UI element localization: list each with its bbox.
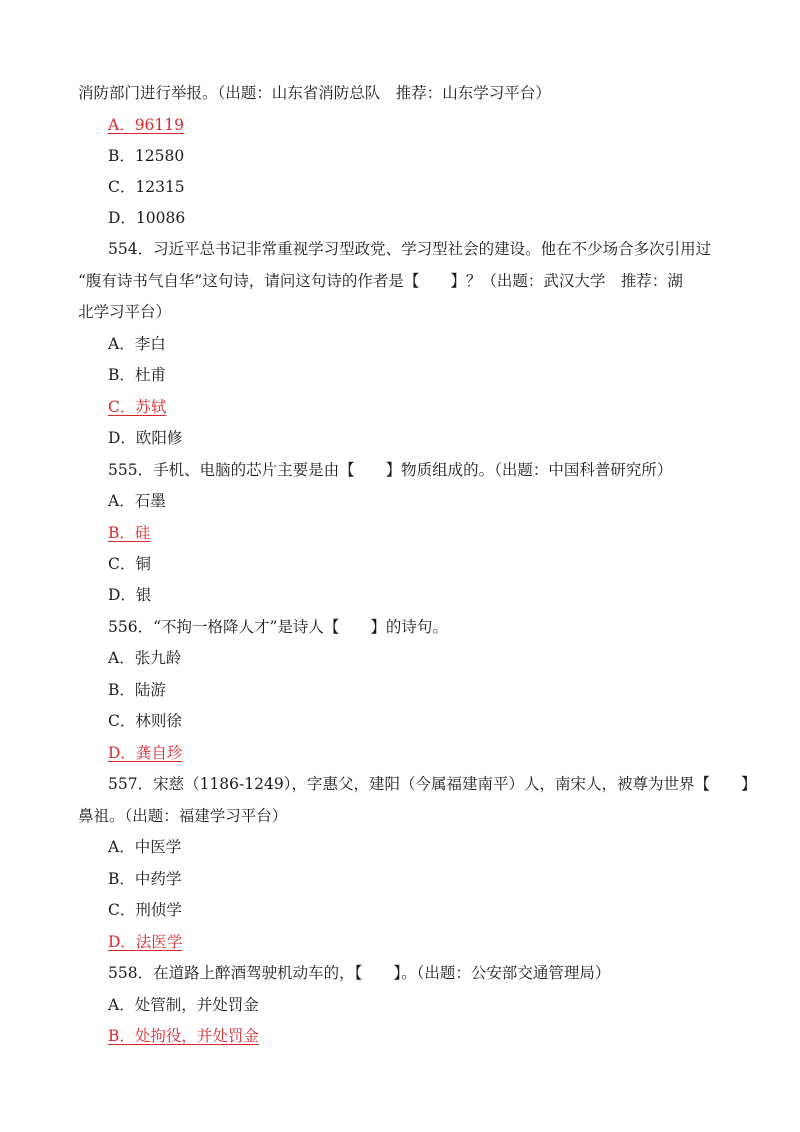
q557-option-a: A．中医学 [108, 838, 182, 856]
q555-option-a: A．石墨 [108, 492, 166, 510]
q557-option-b: B．中药学 [108, 870, 182, 888]
q553-option-a: A．96119 [108, 116, 185, 134]
question-554-line3: 北学习平台） [78, 303, 172, 321]
question-558-line1: 558．在道路上醉酒驾驶机动车的，【 】。（出题：公安部交通管理局） [108, 964, 611, 982]
q555-option-b: B．硅 [108, 524, 151, 542]
question-555-line1: 555．手机、电脑的芯片主要是由【 】物质组成的。（出题：中国科普研究所） [108, 461, 673, 479]
q554-option-c: C．苏轼 [108, 398, 167, 416]
q553-option-b: B．12580 [108, 147, 185, 165]
q556-option-c: C．林则徐 [108, 712, 182, 730]
q553-option-d: D．10086 [108, 209, 186, 227]
q554-option-b: B．杜甫 [108, 366, 166, 384]
q553-option-c: C．12315 [108, 178, 185, 196]
q557-option-d: D．法医学 [108, 933, 183, 951]
q555-option-d: D．银 [108, 586, 152, 604]
q558-option-a: A．处管制，并处罚金 [108, 996, 259, 1014]
question-557-line2: 鼻祖。（出题：福建学习平台） [78, 807, 288, 825]
question-553-tail: 消防部门进行举报。（出题：山东省消防总队 推荐：山东学习平台） [78, 84, 551, 102]
q557-option-c: C．刑侦学 [108, 901, 182, 919]
q555-option-c: C．铜 [108, 555, 151, 573]
question-554-line1: 554．习近平总书记非常重视学习型政党、学习型社会的建设。他在不少场合多次引用过 [108, 240, 712, 258]
q556-option-a: A．张九龄 [108, 649, 182, 667]
question-554-line2: “腹有诗书气自华”这句诗，请问这句诗的作者是【 】？（出题：武汉大学 推荐：湖 [78, 272, 683, 290]
question-557-line1: 557．宋慈（1186-1249），字惠父，建阳（今属福建南平）人，南宋人，被尊为世界【 】 [108, 775, 757, 793]
question-556-line1: 556．“不拘一格降人才”是诗人【 】的诗句。 [108, 618, 448, 636]
q554-option-a: A．李白 [108, 335, 166, 353]
q556-option-d: D．龚自珍 [108, 744, 183, 762]
q558-option-b: B．处拘役，并处罚金 [108, 1027, 259, 1045]
q556-option-b: B．陆游 [108, 681, 166, 699]
q554-option-d: D．欧阳修 [108, 429, 183, 447]
